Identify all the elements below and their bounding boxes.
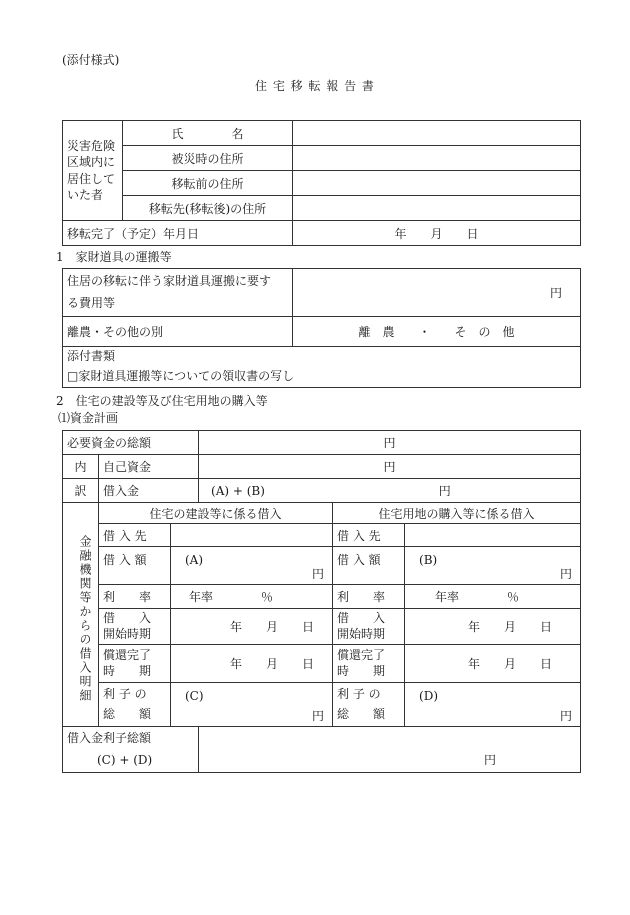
construction-loan-header: 住宅の建設等に係る借入 <box>99 503 333 524</box>
interest-d-marker: (D) <box>419 689 438 703</box>
construction-interest-field[interactable] <box>171 683 333 727</box>
own-funds-field[interactable] <box>199 455 581 479</box>
construction-rate-label: 利 率 <box>99 585 171 609</box>
interest-total-label <box>63 727 199 773</box>
loan-unit: 円 <box>438 484 451 498</box>
land-start-label-line1: 借 入 <box>337 610 386 625</box>
land-interest-field[interactable] <box>405 683 581 727</box>
land-amount-label: 借 入 額 <box>333 547 405 585</box>
total-funds-label: 必要資金の総額 <box>63 431 199 455</box>
land-rate-label: 利 率 <box>333 585 405 609</box>
section1-table <box>62 268 581 388</box>
after-address-label: 移転先(移転後)の住所 <box>123 196 293 221</box>
construction-start-label-line2: 開始時期 <box>103 626 152 641</box>
category-label: 離農・その他の別 <box>63 317 293 347</box>
completion-label: 移転完了（予定）年月日 <box>63 221 293 246</box>
name-field[interactable] <box>293 121 581 146</box>
disaster-address-label: 被災時の住所 <box>123 146 293 171</box>
interest-total-formula: (C) + (D) <box>97 752 153 767</box>
land-end-label-line2: 時 期 <box>337 663 386 678</box>
land-start-label <box>333 609 405 645</box>
land-end-label <box>333 645 405 683</box>
construction-interest-label <box>99 683 171 727</box>
loan-formula: (A) + (B) <box>211 484 265 498</box>
breakdown-label-2: 訳 <box>63 479 99 503</box>
land-lender-label: 借 入 先 <box>333 524 405 547</box>
total-funds-field[interactable] <box>199 431 581 455</box>
construction-amount-label: 借 入 額 <box>99 547 171 585</box>
attachment-label: (添付様式) <box>62 53 120 67</box>
moving-cost-label-line1: 住居の移転に伴う家財道具運搬に要す <box>67 273 272 288</box>
land-start-field[interactable]: 年 月 日 <box>405 609 581 645</box>
moving-cost-label <box>63 269 293 317</box>
construction-end-field[interactable]: 年 月 日 <box>171 645 333 683</box>
construction-start-label <box>99 609 171 645</box>
category-value[interactable]: 離 農 ・ そ の 他 <box>293 317 581 347</box>
land-amount-field[interactable] <box>405 547 581 585</box>
moving-cost-label-line2: る費用等 <box>67 295 116 310</box>
construction-start-label-line1: 借 入 <box>103 610 152 625</box>
before-address-label: 移転前の住所 <box>123 171 293 196</box>
land-end-field[interactable]: 年 月 日 <box>405 645 581 683</box>
land-loan-header: 住宅用地の購入等に係る借入 <box>333 503 581 524</box>
interest-total-unit: 円 <box>484 753 497 767</box>
name-label: 氏 名 <box>123 121 293 146</box>
land-interest-label <box>333 683 405 727</box>
disaster-address-field[interactable] <box>293 146 581 171</box>
construction-interest-label-line2: 総 額 <box>103 706 152 721</box>
construction-end-label <box>99 645 171 683</box>
construction-lender-field[interactable] <box>171 524 333 547</box>
construction-interest-unit: 円 <box>312 709 325 723</box>
amount-b-marker: (B) <box>419 553 438 567</box>
resident-table <box>62 120 581 246</box>
construction-rate-field[interactable]: 年率 ％ <box>171 585 333 609</box>
attachments-label: 添付書類 <box>67 349 116 364</box>
construction-end-label-line2: 時 期 <box>103 663 152 678</box>
interest-c-marker: (C) <box>185 689 204 703</box>
breakdown-label-1: 内 <box>63 455 99 479</box>
completion-date-field[interactable]: 年 月 日 <box>293 221 581 246</box>
after-address-field[interactable] <box>293 196 581 221</box>
land-start-label-line2: 開始時期 <box>337 626 386 641</box>
land-rate-field[interactable]: 年率 ％ <box>405 585 581 609</box>
own-funds-label: 自己資金 <box>99 455 199 479</box>
fund-plan-table <box>62 430 581 773</box>
total-funds-unit: 円 <box>383 436 396 450</box>
section2-heading: 2 住宅の建設等及び住宅用地の購入等 <box>56 394 268 408</box>
interest-total-field[interactable] <box>199 727 581 773</box>
receipt-checkbox[interactable]: □家財道具運搬等についての領収書の写し <box>67 369 295 383</box>
finance-group-label: 金融機関等からの借入明細 <box>63 503 99 727</box>
loan-field[interactable] <box>199 479 581 503</box>
construction-interest-label-line1: 利 子 の <box>103 687 147 702</box>
construction-start-field[interactable]: 年 月 日 <box>171 609 333 645</box>
construction-amount-unit: 円 <box>312 567 325 581</box>
interest-total-label-line1: 借入金利子総額 <box>67 730 152 745</box>
land-interest-unit: 円 <box>560 709 573 723</box>
attachments-cell <box>63 347 581 388</box>
before-address-field[interactable] <box>293 171 581 196</box>
land-interest-label-line2: 総 額 <box>337 706 386 721</box>
own-funds-unit: 円 <box>383 460 396 474</box>
land-amount-unit: 円 <box>560 567 573 581</box>
moving-cost-field[interactable] <box>293 269 581 317</box>
land-end-label-line1: 償還完了 <box>337 647 386 662</box>
construction-end-label-line1: 償還完了 <box>103 647 152 662</box>
loan-label: 借入金 <box>99 479 199 503</box>
section1-heading: 1 家財道具の運搬等 <box>56 250 172 264</box>
fund-plan-subheading: ⑴資金計画 <box>58 411 119 425</box>
construction-lender-label: 借 入 先 <box>99 524 171 547</box>
construction-amount-field[interactable] <box>171 547 333 585</box>
land-interest-label-line1: 利 子 の <box>337 687 381 702</box>
land-lender-field[interactable] <box>405 524 581 547</box>
amount-a-marker: (A) <box>185 553 204 567</box>
moving-cost-unit: 円 <box>549 286 562 300</box>
page-title: 住 宅 移 転 報 告 書 <box>255 79 375 93</box>
resident-group-label: 災害危険区域内に居住していた者 <box>63 121 123 221</box>
